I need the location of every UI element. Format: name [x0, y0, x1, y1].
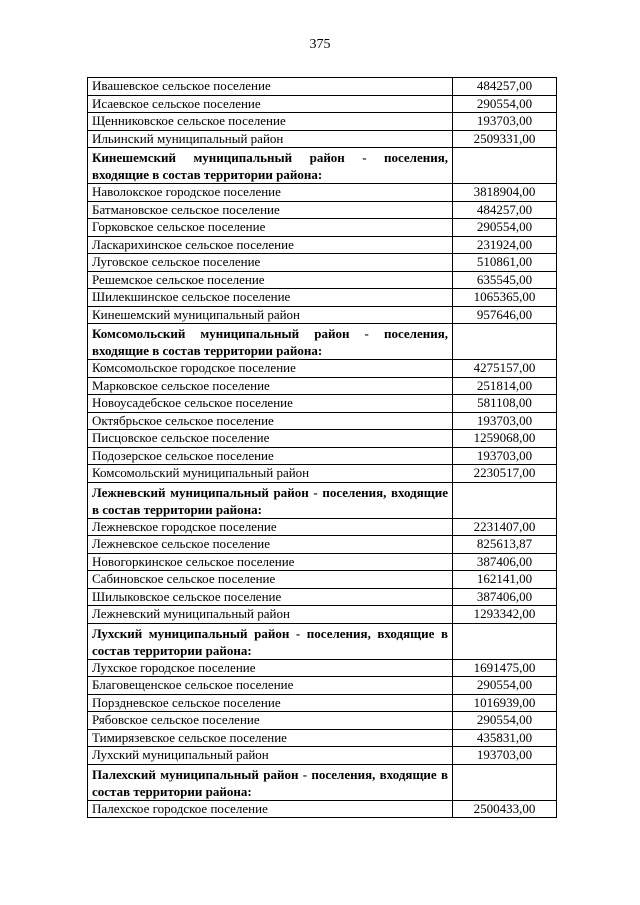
table-row [88, 430, 557, 448]
settlement-name-cell: Подозерское сельское поселение [88, 447, 453, 465]
amount-cell: 1016939,00 [453, 694, 557, 712]
settlement-name-cell: Лухский муниципальный район [88, 747, 453, 765]
amount-cell: 957646,00 [453, 306, 557, 324]
table-row [88, 184, 557, 202]
settlement-name-cell: Тимирязевское сельское поселение [88, 729, 453, 747]
amount-cell: 162141,00 [453, 571, 557, 589]
table-row [88, 729, 557, 747]
amount-cell: 510861,00 [453, 254, 557, 272]
amount-cell: 1293342,00 [453, 606, 557, 624]
settlement-name-cell: Наволокское городское поселение [88, 184, 453, 202]
table-row [88, 78, 557, 96]
table-body [88, 78, 557, 818]
amount-cell: 484257,00 [453, 201, 557, 219]
table-row [88, 113, 557, 131]
amount-cell: 193703,00 [453, 447, 557, 465]
amount-cell: 1691475,00 [453, 659, 557, 677]
amount-cell: 2500433,00 [453, 800, 557, 818]
table-row [88, 236, 557, 254]
settlement-name-cell: Щенниковское сельское поселение [88, 113, 453, 131]
amount-cell [453, 148, 557, 184]
table-row [88, 360, 557, 378]
settlement-name-cell: Исаевское сельское поселение [88, 95, 453, 113]
amount-cell: 1065365,00 [453, 289, 557, 307]
settlement-name-cell: Лухское городское поселение [88, 659, 453, 677]
page-number: 375 [309, 37, 331, 52]
amount-cell: 290554,00 [453, 219, 557, 237]
district-header-cell: Палехский муниципальный район - поселения, входящие в состав территории района: [88, 764, 453, 800]
settlement-name-cell: Ласкарихинское сельское поселение [88, 236, 453, 254]
table-row [88, 289, 557, 307]
settlement-name-cell: Шилыковское сельское поселение [88, 588, 453, 606]
amount-cell: 1259068,00 [453, 430, 557, 448]
district-header-cell: Лухский муниципальный район - поселения, входящие в состав территории района: [88, 623, 453, 659]
district-header-row [88, 324, 557, 360]
settlement-name-cell: Лежневское сельское поселение [88, 536, 453, 554]
amount-cell: 387406,00 [453, 588, 557, 606]
budget-table [87, 77, 557, 818]
amount-cell: 4275157,00 [453, 360, 557, 378]
table-row [88, 677, 557, 695]
settlement-name-cell: Марковское сельское поселение [88, 377, 453, 395]
amount-cell: 290554,00 [453, 95, 557, 113]
settlement-name-cell: Комсомольское городское поселение [88, 360, 453, 378]
amount-cell: 484257,00 [453, 78, 557, 96]
amount-cell: 251814,00 [453, 377, 557, 395]
settlement-name-cell: Новогоркинское сельское поселение [88, 553, 453, 571]
table-row [88, 694, 557, 712]
table-row [88, 447, 557, 465]
table-row [88, 306, 557, 324]
amount-cell: 3818904,00 [453, 184, 557, 202]
table-row [88, 606, 557, 624]
amount-cell: 635545,00 [453, 271, 557, 289]
table-row [88, 553, 557, 571]
table-row [88, 377, 557, 395]
settlement-name-cell: Сабиновское сельское поселение [88, 571, 453, 589]
settlement-name-cell: Луговское сельское поселение [88, 254, 453, 272]
settlement-name-cell: Новоусадебское сельское поселение [88, 395, 453, 413]
table-row [88, 571, 557, 589]
table-row [88, 712, 557, 730]
amount-cell [453, 324, 557, 360]
table-row [88, 536, 557, 554]
settlement-name-cell: Палехское городское поселение [88, 800, 453, 818]
amount-cell: 2509331,00 [453, 130, 557, 148]
amount-cell: 290554,00 [453, 712, 557, 730]
table-row [88, 588, 557, 606]
settlement-name-cell: Ильинский муниципальный район [88, 130, 453, 148]
settlement-name-cell: Рябовское сельское поселение [88, 712, 453, 730]
settlement-name-cell: Порздневское сельское поселение [88, 694, 453, 712]
settlement-name-cell: Батмановское сельское поселение [88, 201, 453, 219]
district-header-row [88, 764, 557, 800]
table-row [88, 219, 557, 237]
settlement-name-cell: Кинешемский муниципальный район [88, 306, 453, 324]
table-row [88, 747, 557, 765]
amount-cell: 387406,00 [453, 553, 557, 571]
district-header-cell: Лежневский муниципальный район - поселения, входящие в состав территории района: [88, 482, 453, 518]
district-header-row [88, 623, 557, 659]
table-row [88, 659, 557, 677]
table-row [88, 800, 557, 818]
settlement-name-cell: Писцовское сельское поселение [88, 430, 453, 448]
amount-cell: 193703,00 [453, 113, 557, 131]
district-header-cell: Комсомольский муниципальный район - поселения, входящие в состав территории района: [88, 324, 453, 360]
district-header-cell: Кинешемский муниципальный район - поселения, входящие в состав территории района: [88, 148, 453, 184]
table-row [88, 201, 557, 219]
amount-cell [453, 482, 557, 518]
table-row [88, 271, 557, 289]
settlement-name-cell: Лежневский муниципальный район [88, 606, 453, 624]
settlement-name-cell: Октябрьское сельское поселение [88, 412, 453, 430]
amount-cell: 290554,00 [453, 677, 557, 695]
table-row [88, 95, 557, 113]
table-row [88, 395, 557, 413]
amount-cell: 193703,00 [453, 412, 557, 430]
amount-cell: 2230517,00 [453, 465, 557, 483]
amount-cell [453, 764, 557, 800]
amount-cell: 825613,87 [453, 536, 557, 554]
table-row [88, 518, 557, 536]
settlement-name-cell: Решемское сельское поселение [88, 271, 453, 289]
amount-cell: 193703,00 [453, 747, 557, 765]
amount-cell: 435831,00 [453, 729, 557, 747]
settlement-name-cell: Шилекшинское сельское поселение [88, 289, 453, 307]
amount-cell: 581108,00 [453, 395, 557, 413]
table-row [88, 412, 557, 430]
settlement-name-cell: Лежневское городское поселение [88, 518, 453, 536]
settlement-name-cell: Горковское сельское поселение [88, 219, 453, 237]
settlement-name-cell: Комсомольский муниципальный район [88, 465, 453, 483]
district-header-row [88, 148, 557, 184]
amount-cell: 2231407,00 [453, 518, 557, 536]
table-row [88, 465, 557, 483]
amount-cell [453, 623, 557, 659]
district-header-row [88, 482, 557, 518]
table-row [88, 130, 557, 148]
table-row [88, 254, 557, 272]
settlement-name-cell: Благовещенское сельское поселение [88, 677, 453, 695]
amount-cell: 231924,00 [453, 236, 557, 254]
settlement-name-cell: Ивашевское сельское поселение [88, 78, 453, 96]
